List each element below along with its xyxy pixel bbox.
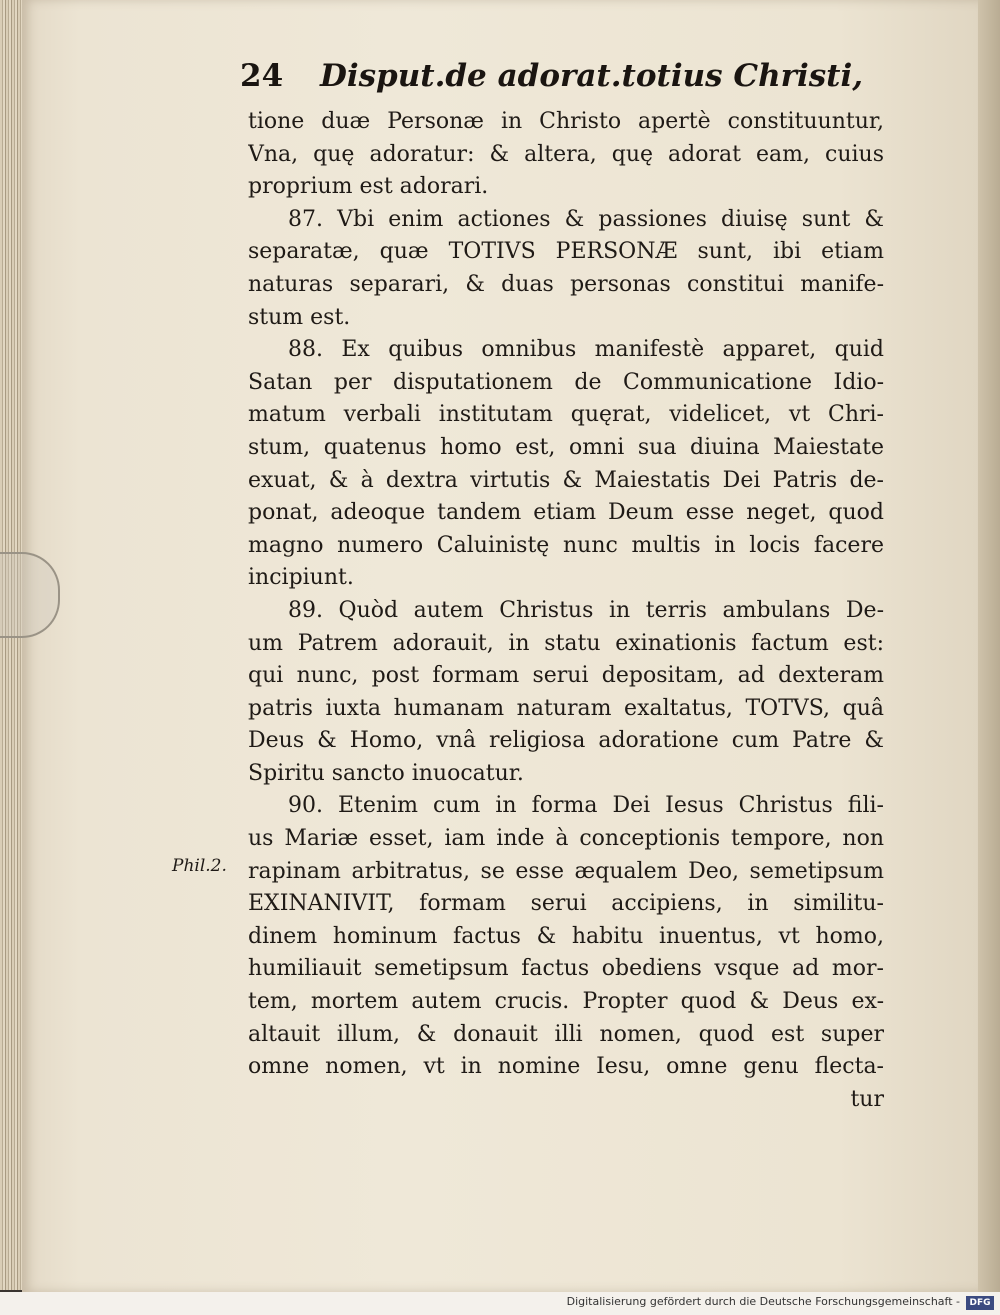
text-line: 90. Etenim cum in forma Dei Iesus Christus fili-	[288, 793, 884, 819]
text-line: altauit illum, & donauit illi nomen, quod est super	[248, 1021, 884, 1047]
page-right-edge	[978, 0, 1000, 1292]
text-line: matum verbali institutam quęrat, videlicet, vt Chri-	[248, 402, 884, 428]
text-line: Spiritu sancto inuocatur.	[248, 760, 524, 786]
text-line: tione duæ Personæ in Christo apertè constituuntur,	[248, 109, 884, 134]
text-line: proprium est adorari.	[248, 174, 489, 200]
text-line: EXINANIVIT, formam serui accipiens, in similitu-	[248, 891, 884, 917]
text-line: stum est.	[248, 304, 351, 330]
text-line: humiliauit semetipsum factus obediens vsque ad mor-	[248, 956, 884, 982]
text-line: ponat, adeoque tandem etiam Deum esse neget, quod	[248, 500, 884, 526]
text-line: Deus & Homo, vnâ religiosa adoratione cum Patre &	[248, 728, 884, 754]
text-line: Vna, quę adoratur: & altera, quę adorat eam, cuius	[248, 141, 884, 167]
text-line: stum, quatenus homo est, omni sua diuina Maiestate	[248, 434, 884, 460]
page-number: 24	[240, 58, 284, 94]
running-title: Disput.de adorat.totius Christi,	[319, 58, 864, 94]
text-line: Satan per disputationem de Communicatione Idio-	[248, 369, 884, 395]
text-line: 88. Ex quibus omnibus manifestè apparet, quid	[288, 337, 884, 363]
text-line: exuat, & à dextra virtutis & Maiestatis Dei Patris de-	[248, 467, 884, 493]
running-header	[240, 58, 864, 94]
margin-note: Phil.2.	[172, 856, 227, 876]
text-line: dinem hominum factus & habitu inuentus, vt homo,	[248, 923, 884, 949]
text-line: magno numero Caluinistę nunc multis in locis facere	[248, 532, 884, 558]
text-line: tem, mortem autem crucis. Propter quod & Deus ex-	[248, 989, 884, 1015]
text-line: 87. Vbi enim actiones & passiones diuisę sunt &	[288, 206, 884, 232]
footer-credit: Digitalisierung gefördert durch die Deutsche Forschungsgemeinschaft -	[566, 1295, 960, 1308]
text-line: patris iuxta humanam naturam exaltatus, TOTVS, quâ	[248, 695, 884, 721]
text-line: naturas separari, & duas personas constitui manife-	[248, 271, 884, 297]
text-line: tur	[850, 1086, 884, 1112]
text-line: um Patrem adorauit, in statu exinationis factum est:	[248, 630, 884, 656]
body-text	[248, 106, 884, 1116]
text-line: omne nomen, vt in nomine Iesu, omne genu flecta-	[248, 1054, 884, 1080]
text-line: qui nunc, post formam serui depositam, ad dexteram	[248, 663, 884, 689]
dfg-logo: DFG	[966, 1296, 994, 1310]
text-line: us Mariæ esset, iam inde à conceptionis tempore, non	[248, 826, 884, 852]
text-line: 89. Quòd autem Christus in terris ambulans De-	[288, 597, 884, 623]
text-line: separatæ, quæ TOTIVS PERSONÆ sunt, ibi etiam	[248, 239, 884, 265]
text-line: rapinam arbitratus, se esse æqualem Deo, semetipsum	[248, 858, 884, 884]
text-line: incipiunt.	[248, 565, 354, 591]
